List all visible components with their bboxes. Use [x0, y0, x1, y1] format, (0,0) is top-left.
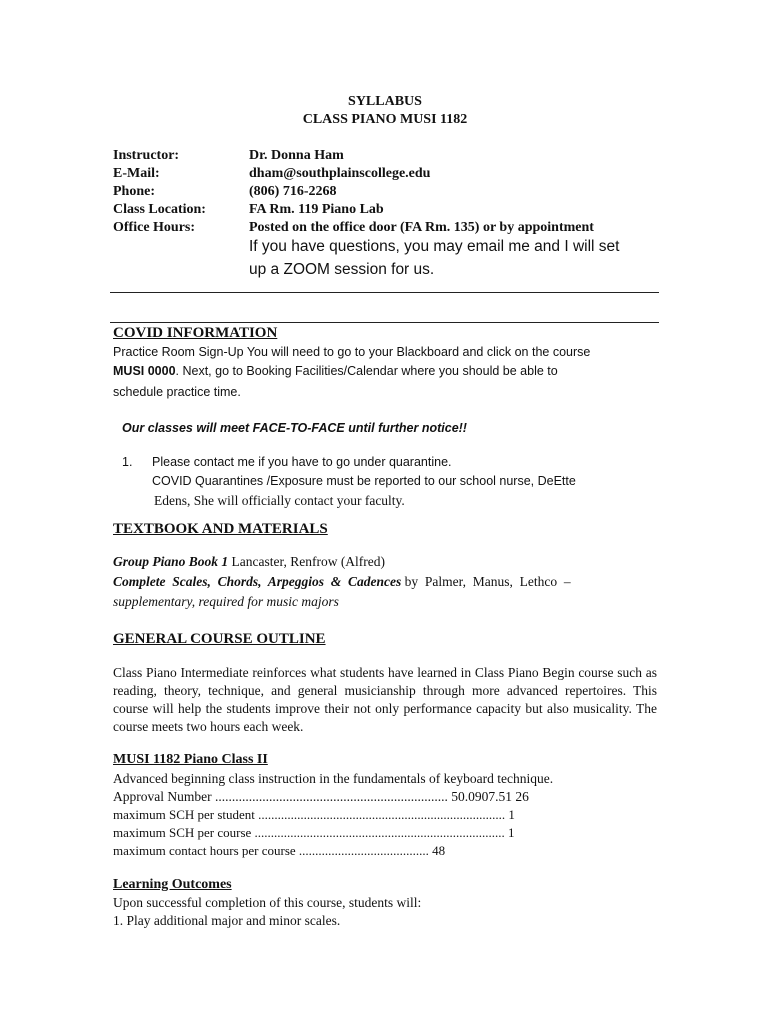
instructor-value: Dr. Donna Ham [249, 148, 344, 163]
course-heading: MUSI 1182 Piano Class II [113, 752, 268, 767]
course-description: Advanced beginning class instruction in the fundamentals of keyboard technique. [113, 771, 554, 786]
office-hours-value: Posted on the office door (FA Rm. 135) or by appointment [249, 220, 594, 235]
sch-per-student: maximum SCH per student ............................................................................ 1 [113, 807, 515, 822]
covid-line-2 [113, 364, 558, 378]
approval-number: Approval Number ..................................................................... 50.0907.51 26 [113, 789, 529, 804]
email-value: dham@southplainscollege.edu [249, 166, 431, 181]
book-2 [113, 574, 657, 590]
course-code: MUSI 0000 [113, 364, 176, 378]
sch-per-course: maximum SCH per course ............................................................................. 1 [113, 825, 515, 840]
outline-paragraph: Class Piano Intermediate reinforces what students have learned in Class Piano Begin course such as reading, theory, technique, and general musicianship through more advanced repertoires. This course will help the students improve their not only performance capacity but also musicality. The course meets two hours each week. [113, 665, 657, 734]
book-2-title: Complete Scales, Chords, Arpeggios & Cadences [113, 574, 402, 589]
outcomes-intro: Upon successful completion of this course, students will: [113, 895, 422, 910]
face-to-face-notice: Our classes will meet FACE-TO-FACE until further notice!! [122, 421, 467, 435]
covid-line-1: Practice Room Sign-Up You will need to go to your Blackboard and click on the course [113, 345, 591, 359]
book-1 [113, 554, 385, 570]
outline-heading: GENERAL COURSE OUTLINE [113, 631, 326, 647]
phone-label: Phone: [113, 184, 155, 199]
course-title: CLASS PIANO MUSI 1182 [302, 112, 468, 127]
book-1-title: Group Piano Book 1 [113, 554, 229, 569]
office-hours-note-1: If you have questions, you may email me and I will set [249, 238, 620, 255]
outcomes-heading: Learning Outcomes [113, 877, 232, 892]
book-2-authors: by Palmer, Manus, Lethco – [401, 574, 571, 589]
outcome-item-1: 1. Play additional major and minor scales. [113, 913, 341, 928]
location-label: Class Location: [113, 202, 206, 217]
covid-line-3: schedule practice time. [113, 385, 241, 399]
textbook-heading: TEXTBOOK AND MATERIALS [113, 521, 328, 537]
divider-top [110, 292, 659, 293]
quarantine-line-2: COVID Quarantines /Exposure must be reported to our school nurse, DeEtte [152, 474, 576, 488]
quarantine-line-3: Edens, She will officially contact your faculty. [154, 493, 405, 508]
list-item-number: 1. [122, 455, 133, 469]
email-label: E-Mail: [113, 166, 160, 181]
doc-title: SYLLABUS [348, 94, 422, 109]
book-2-note: supplementary, required for music majors [113, 594, 339, 609]
contact-hours: maximum contact hours per course ........................................ 48 [113, 843, 446, 858]
location-value: FA Rm. 119 Piano Lab [249, 202, 384, 217]
instructor-label: Instructor: [113, 148, 180, 163]
office-hours-label: Office Hours: [113, 220, 196, 235]
office-hours-note-2: up a ZOOM session for us. [249, 261, 435, 278]
divider-bottom [110, 322, 659, 323]
covid-line-2-rest: . Next, go to Booking Facilities/Calendar where you should be able to [175, 364, 558, 378]
quarantine-line-1: Please contact me if you have to go under quarantine. [152, 455, 452, 469]
phone-value: (806) 716-2268 [249, 184, 337, 199]
covid-heading: COVID INFORMATION [113, 325, 278, 341]
book-1-authors: Lancaster, Renfrow (Alfred) [228, 554, 386, 569]
